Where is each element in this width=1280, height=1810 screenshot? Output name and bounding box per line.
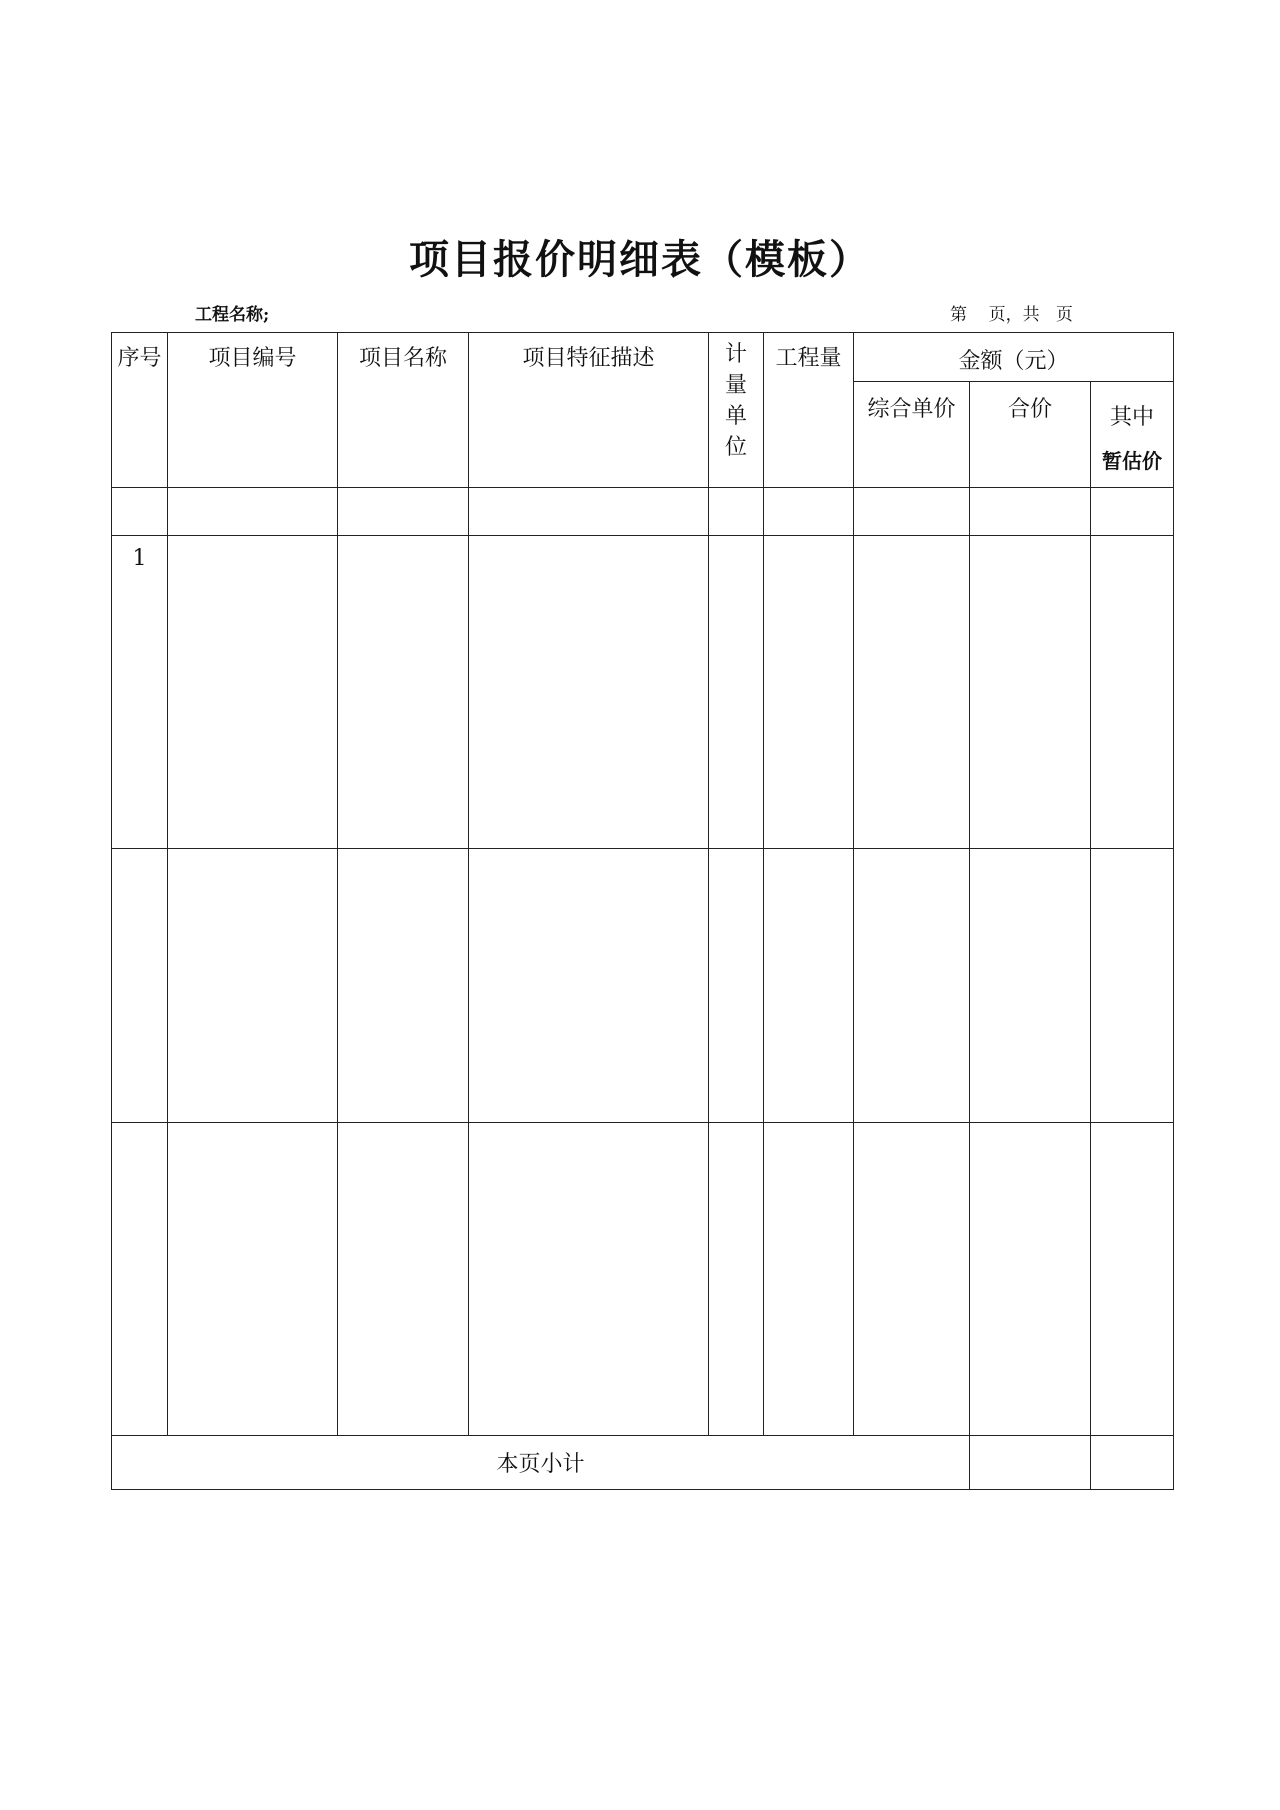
table-cell[interactable]: [854, 536, 970, 849]
row-seq[interactable]: 1: [112, 536, 168, 849]
table-row: [112, 849, 1174, 1123]
subtotal-row: [112, 1436, 1174, 1490]
table-cell[interactable]: [1091, 1123, 1174, 1436]
table-cell[interactable]: [764, 488, 854, 536]
header-seq: 序号: [112, 333, 168, 488]
table-cell[interactable]: [1091, 536, 1174, 849]
page-title: 项目报价明细表（模板）: [409, 236, 871, 283]
table-cell[interactable]: [709, 1123, 764, 1436]
table-cell[interactable]: [764, 1123, 854, 1436]
table-cell[interactable]: [168, 849, 338, 1123]
page-info: 第 页，共 页: [950, 305, 1073, 325]
table-row: [112, 1123, 1174, 1436]
table-cell[interactable]: [338, 849, 469, 1123]
header-item-code: 项目编号: [168, 333, 338, 488]
table-cell[interactable]: [709, 536, 764, 849]
subtotal-provisional[interactable]: [1091, 1436, 1174, 1490]
table-cell[interactable]: [338, 488, 469, 536]
header-of-which-label: 其中: [1110, 405, 1155, 430]
quote-detail-table: [111, 332, 1174, 1490]
table-cell[interactable]: [970, 488, 1091, 536]
table-cell[interactable]: [1091, 488, 1174, 536]
table-cell[interactable]: [854, 488, 970, 536]
table-cell[interactable]: [764, 536, 854, 849]
table-row: [112, 536, 1174, 849]
project-name-label: 工程名称;: [195, 305, 270, 325]
subtotal-total-price[interactable]: [970, 1436, 1091, 1490]
table-cell[interactable]: [112, 488, 168, 536]
header-total-price: 合价: [970, 382, 1091, 488]
table-cell[interactable]: [709, 849, 764, 1123]
row-seq[interactable]: [112, 1123, 168, 1436]
header-of-which: [1091, 382, 1174, 488]
table-cell[interactable]: [168, 536, 338, 849]
table-cell[interactable]: [338, 1123, 469, 1436]
table-cell[interactable]: [764, 849, 854, 1123]
table-cell[interactable]: [709, 488, 764, 536]
table-cell[interactable]: [1091, 849, 1174, 1123]
table-row-blank: [112, 488, 1174, 536]
header-item-name: 项目名称: [338, 333, 469, 488]
header-unit-price: 综合单价: [854, 382, 970, 488]
table-cell[interactable]: [970, 1123, 1091, 1436]
header-item-features: 项目特征描述: [469, 333, 709, 488]
table-cell[interactable]: [469, 1123, 709, 1436]
subtotal-label: 本页小计: [112, 1436, 970, 1490]
table-cell[interactable]: [469, 488, 709, 536]
table-cell[interactable]: [854, 1123, 970, 1436]
table-cell[interactable]: [338, 536, 469, 849]
header-amount: 金额（元）: [854, 333, 1174, 382]
header-provisional-label: 暂估价: [1102, 449, 1162, 473]
table-cell[interactable]: [168, 1123, 338, 1436]
header-quantity: 工程量: [764, 333, 854, 488]
header-unit: [709, 333, 764, 488]
row-seq[interactable]: [112, 849, 168, 1123]
table-cell[interactable]: [970, 536, 1091, 849]
table-cell[interactable]: [469, 536, 709, 849]
table-cell[interactable]: [854, 849, 970, 1123]
table-cell[interactable]: [970, 849, 1091, 1123]
table-cell[interactable]: [469, 849, 709, 1123]
header-unit-text: 计 量 单 位: [724, 342, 747, 460]
table-cell[interactable]: [168, 488, 338, 536]
